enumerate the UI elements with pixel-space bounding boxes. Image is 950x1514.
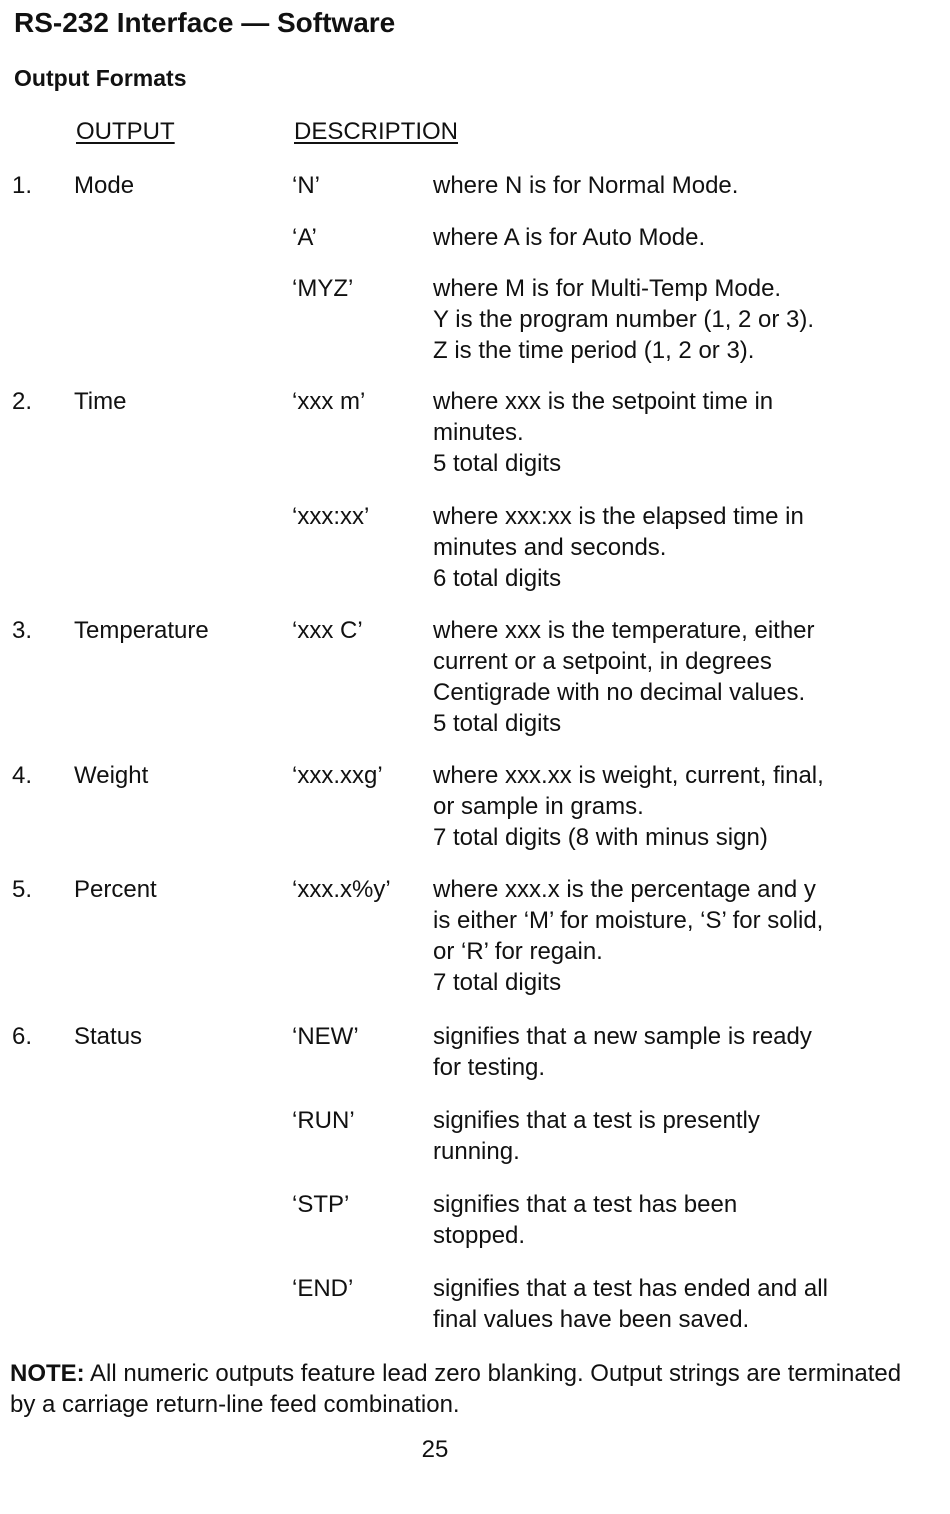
description-line: where A is for Auto Mode. (433, 224, 706, 251)
description-line: Y is the program number (1, 2 or 3). (433, 306, 815, 333)
entry-format-code: ‘RUN’ (292, 1107, 355, 1134)
entry-description (433, 386, 933, 479)
page-title: RS-232 Interface — Software (14, 7, 396, 38)
entry-format-code: ‘xxx.x%y’ (292, 876, 391, 903)
entry-number: 3. (12, 617, 33, 644)
entry-description (433, 1021, 933, 1083)
description-line: or ‘R’ for regain. (433, 938, 603, 965)
description-line: where xxx is the temperature, either (433, 617, 815, 644)
entry-format-code: ‘END’ (292, 1275, 354, 1302)
entry-description (433, 501, 933, 594)
description-line: for testing. (433, 1054, 546, 1081)
entry-output-name: Time (74, 388, 127, 415)
entry-output-name: Temperature (74, 617, 209, 644)
description-line: final values have been saved. (433, 1306, 750, 1333)
entry-description (433, 222, 933, 253)
description-line: where xxx:xx is the elapsed time in (433, 503, 804, 530)
description-line: 5 total digits (433, 710, 562, 737)
entry-format-code: ‘xxx m’ (292, 388, 366, 415)
note-paragraph (10, 1358, 930, 1420)
description-line: running. (433, 1138, 520, 1165)
description-line: Z is the time period (1, 2 or 3). (433, 337, 755, 364)
description-line: signifies that a test is presently (433, 1107, 760, 1134)
entry-number: 2. (12, 388, 33, 415)
description-line: signifies that a new sample is ready (433, 1023, 812, 1050)
entry-number: 6. (12, 1023, 33, 1050)
entry-format-code: ‘xxx:xx’ (292, 503, 370, 530)
entry-output-name: Status (74, 1023, 143, 1050)
section-title: Output Formats (14, 65, 187, 91)
entry-format-code: ‘STP’ (292, 1191, 350, 1218)
description-column-header: DESCRIPTION (294, 118, 459, 145)
entry-description (433, 1189, 933, 1251)
entry-number: 1. (12, 172, 33, 199)
description-line: stopped. (433, 1222, 526, 1249)
description-line: 7 total digits (433, 969, 562, 996)
entry-description (433, 874, 933, 998)
output-column-header: OUTPUT (76, 118, 175, 145)
description-line: 7 total digits (8 with minus sign) (433, 824, 768, 851)
entry-output-name: Percent (74, 876, 157, 903)
entry-description (433, 1105, 933, 1167)
description-line: minutes. (433, 419, 524, 446)
description-line: current or a setpoint, in degrees (433, 648, 772, 675)
description-line: 6 total digits (433, 565, 562, 592)
description-line: where xxx.xx is weight, current, final, (433, 762, 824, 789)
description-line: is either ‘M’ for moisture, ‘S’ for solid, (433, 907, 824, 934)
entry-output-name: Weight (74, 762, 149, 789)
entry-description (433, 615, 933, 739)
description-line: 5 total digits (433, 450, 562, 477)
description-line: signifies that a test has been (433, 1191, 738, 1218)
entry-output-name: Mode (74, 172, 135, 199)
entry-format-code: ‘A’ (292, 224, 317, 251)
entry-description (433, 760, 933, 853)
entry-number: 5. (12, 876, 33, 903)
entry-format-code: ‘xxx C’ (292, 617, 363, 644)
description-line: Centigrade with no decimal values. (433, 679, 806, 706)
note-text: All numeric outputs feature lead zero blanking. Output strings are terminated by a carriage return-line feed combination. (10, 1360, 902, 1418)
entry-format-code: ‘xxx.xxg’ (292, 762, 383, 789)
entry-format-code: ‘NEW’ (292, 1023, 359, 1050)
description-line: where M is for Multi-Temp Mode. (433, 275, 782, 302)
description-line: where xxx.x is the percentage and y (433, 876, 816, 903)
entry-format-code: ‘MYZ’ (292, 275, 354, 302)
description-line: or sample in grams. (433, 793, 644, 820)
entry-number: 4. (12, 762, 33, 789)
entry-description (433, 1273, 933, 1335)
entry-description (433, 273, 933, 366)
entry-format-code: ‘N’ (292, 172, 320, 199)
entry-description (433, 170, 933, 201)
description-line: signifies that a test has ended and all (433, 1275, 828, 1302)
description-line: where N is for Normal Mode. (433, 172, 739, 199)
description-line: minutes and seconds. (433, 534, 667, 561)
note-label: NOTE: (10, 1360, 85, 1387)
description-line: where xxx is the setpoint time in (433, 388, 774, 415)
page-number: 25 (421, 1436, 449, 1463)
